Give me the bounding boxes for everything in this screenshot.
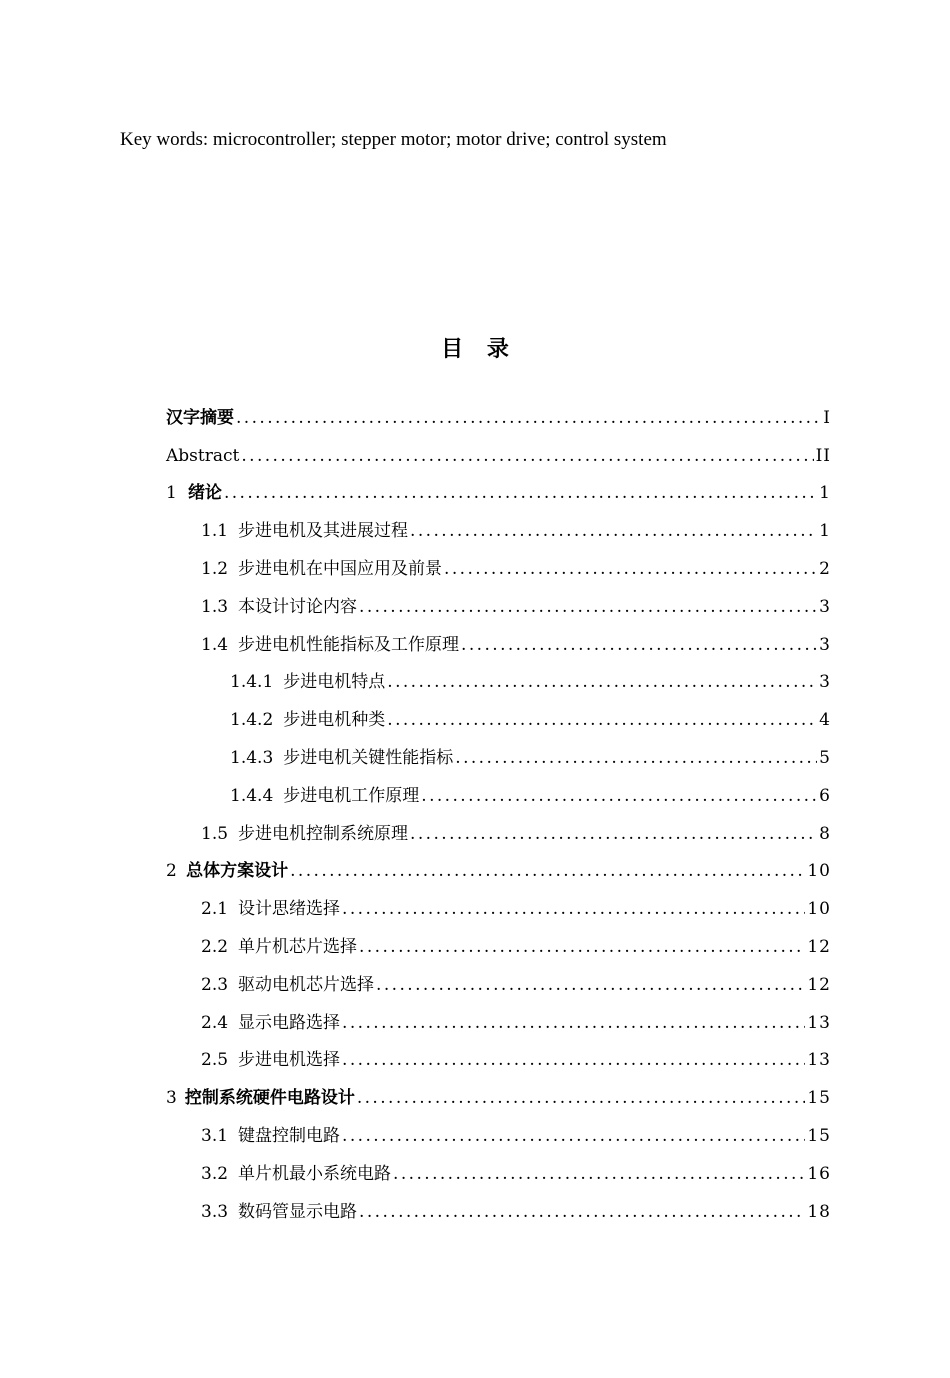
toc-entry[interactable]: [0, 550, 950, 588]
toc-dot-leader: [342, 898, 805, 920]
toc-entry-number: 2: [166, 861, 177, 882]
toc-entry[interactable]: [0, 399, 950, 437]
toc-dot-leader: [387, 709, 817, 731]
toc-entry-number: 1.4: [201, 634, 229, 655]
toc-entry[interactable]: [0, 664, 950, 702]
toc-entry[interactable]: [0, 1117, 950, 1155]
toc-entry[interactable]: [0, 588, 950, 626]
toc-dot-leader: [421, 785, 817, 807]
toc-entry[interactable]: [0, 928, 950, 966]
toc-entry-page: 13: [807, 1012, 831, 1033]
toc-entry-page: 5: [819, 748, 831, 769]
toc-entry-page: 3: [819, 596, 831, 617]
toc-dot-leader: [444, 558, 817, 580]
toc-dot-leader: [224, 482, 817, 504]
toc-dot-leader: [387, 671, 817, 693]
toc-entry[interactable]: [0, 1193, 950, 1231]
toc-entry-number: 1.2: [201, 559, 229, 580]
toc-entry-label: 汉字摘要: [166, 407, 234, 428]
toc-entry-page: 18: [807, 1201, 831, 1222]
toc-dot-leader: [376, 974, 805, 996]
toc-entry[interactable]: [0, 966, 950, 1004]
toc-entry-number: 1.1: [201, 521, 229, 542]
toc-entry[interactable]: [0, 890, 950, 928]
toc-entry[interactable]: [0, 626, 950, 664]
toc-dot-leader: [359, 1201, 805, 1223]
toc-entry-label: 本设计讨论内容: [238, 596, 358, 617]
toc-entry-page: 6: [819, 785, 831, 806]
toc-entry-page: 12: [807, 974, 831, 995]
toc-entry-label: 步进电机在中国应用及前景: [238, 559, 443, 580]
toc-entry[interactable]: [0, 1079, 950, 1117]
table-of-contents: [0, 399, 950, 1231]
toc-entry-number: 3.1: [201, 1126, 229, 1147]
toc-dot-leader: [461, 634, 817, 656]
toc-entry[interactable]: [0, 701, 950, 739]
toc-entry-label: 总体方案设计: [186, 861, 289, 882]
toc-entry-page: 16: [807, 1163, 831, 1184]
toc-dot-leader: [393, 1163, 805, 1185]
toc-entry-label: 步进电机性能指标及工作原理: [238, 634, 460, 655]
toc-entry-number: 3: [166, 1088, 177, 1109]
toc-entry-number: 1.4.2: [230, 710, 274, 731]
toc-entry-number: 1.4.4: [230, 785, 274, 806]
toc-entry-page: 10: [807, 861, 831, 882]
toc-entry-label: 步进电机控制系统原理: [238, 823, 409, 844]
toc-entry-page: 1: [819, 521, 831, 542]
toc-entry-number: 3.3: [201, 1201, 229, 1222]
toc-entry-label: 驱动电机芯片选择: [238, 974, 375, 995]
toc-entry-label: 绪论: [187, 483, 222, 504]
toc-entry-page: 15: [807, 1088, 831, 1109]
toc-entry[interactable]: [0, 1042, 950, 1080]
toc-entry[interactable]: [0, 475, 950, 513]
toc-entry-page: 15: [807, 1126, 831, 1147]
toc-entry-page: 13: [807, 1050, 831, 1071]
toc-entry-label: 单片机芯片选择: [238, 937, 358, 958]
toc-entry-number: 2.1: [201, 899, 229, 920]
toc-entry-page: I: [823, 407, 831, 428]
toc-entry[interactable]: [0, 1004, 950, 1042]
toc-entry-label: 步进电机关键性能指标: [283, 748, 454, 769]
toc-entry-number: 2.5: [201, 1050, 229, 1071]
toc-entry-page: 12: [807, 937, 831, 958]
toc-entry-page: 10: [807, 899, 831, 920]
toc-entry-label: 键盘控制电路: [238, 1126, 341, 1147]
toc-entry-label: 数码管显示电路: [238, 1201, 358, 1222]
toc-dot-leader: [236, 407, 821, 429]
toc-dot-leader: [342, 1012, 805, 1034]
toc-entry-label: 步进电机特点: [283, 672, 386, 693]
toc-entry-label: 步进电机工作原理: [283, 785, 420, 806]
toc-entry-number: 1: [166, 483, 177, 504]
toc-entry-page: 8: [819, 823, 831, 844]
toc-dot-leader: [455, 747, 817, 769]
toc-entry[interactable]: [0, 512, 950, 550]
toc-entry-page: 3: [819, 672, 831, 693]
toc-dot-leader: [359, 596, 817, 618]
toc-entry-label: 设计思绪选择: [238, 899, 341, 920]
toc-dot-leader: [342, 1125, 805, 1147]
toc-entry-label: Abstract: [166, 445, 240, 466]
toc-entry[interactable]: [0, 815, 950, 853]
toc-entry-label: 步进电机及其进展过程: [238, 521, 409, 542]
toc-entry[interactable]: [0, 739, 950, 777]
toc-entry[interactable]: [0, 1155, 950, 1193]
toc-entry-label: 显示电路选择: [238, 1012, 341, 1033]
toc-entry-number: 1.4.1: [230, 672, 274, 693]
toc-dot-leader: [359, 936, 805, 958]
toc-entry-number: 3.2: [201, 1163, 229, 1184]
toc-dot-leader: [241, 445, 813, 467]
toc-entry-page: 1: [819, 483, 831, 504]
toc-entry-page: 4: [819, 710, 831, 731]
toc-entry-number: 1.5: [201, 823, 229, 844]
toc-entry[interactable]: [0, 853, 950, 891]
toc-dot-leader: [410, 823, 817, 845]
toc-entry-number: 1.3: [201, 596, 229, 617]
toc-title: 目 录: [441, 337, 517, 362]
keywords-line: Key words: microcontroller; stepper motor; motor drive; control system: [120, 129, 667, 150]
toc-entry-page: 3: [819, 634, 831, 655]
toc-entry-label: 步进电机种类: [283, 710, 386, 731]
toc-entry-page: II: [815, 445, 831, 466]
toc-entry[interactable]: [0, 777, 950, 815]
toc-entry-number: 2.4: [201, 1012, 229, 1033]
toc-entry-number: 2.3: [201, 974, 229, 995]
toc-entry-number: 1.4.3: [230, 748, 274, 769]
toc-entry-page: 2: [819, 559, 831, 580]
toc-dot-leader: [410, 520, 817, 542]
toc-entry-label: 单片机最小系统电路: [238, 1163, 392, 1184]
toc-dot-leader: [342, 1049, 805, 1071]
toc-entry[interactable]: [0, 437, 950, 475]
toc-dot-leader: [357, 1087, 806, 1109]
toc-entry-number: 2.2: [201, 937, 229, 958]
toc-entry-label: 控制系统硬件电路设计: [184, 1088, 355, 1109]
toc-entry-label: 步进电机选择: [238, 1050, 341, 1071]
toc-dot-leader: [290, 860, 805, 882]
